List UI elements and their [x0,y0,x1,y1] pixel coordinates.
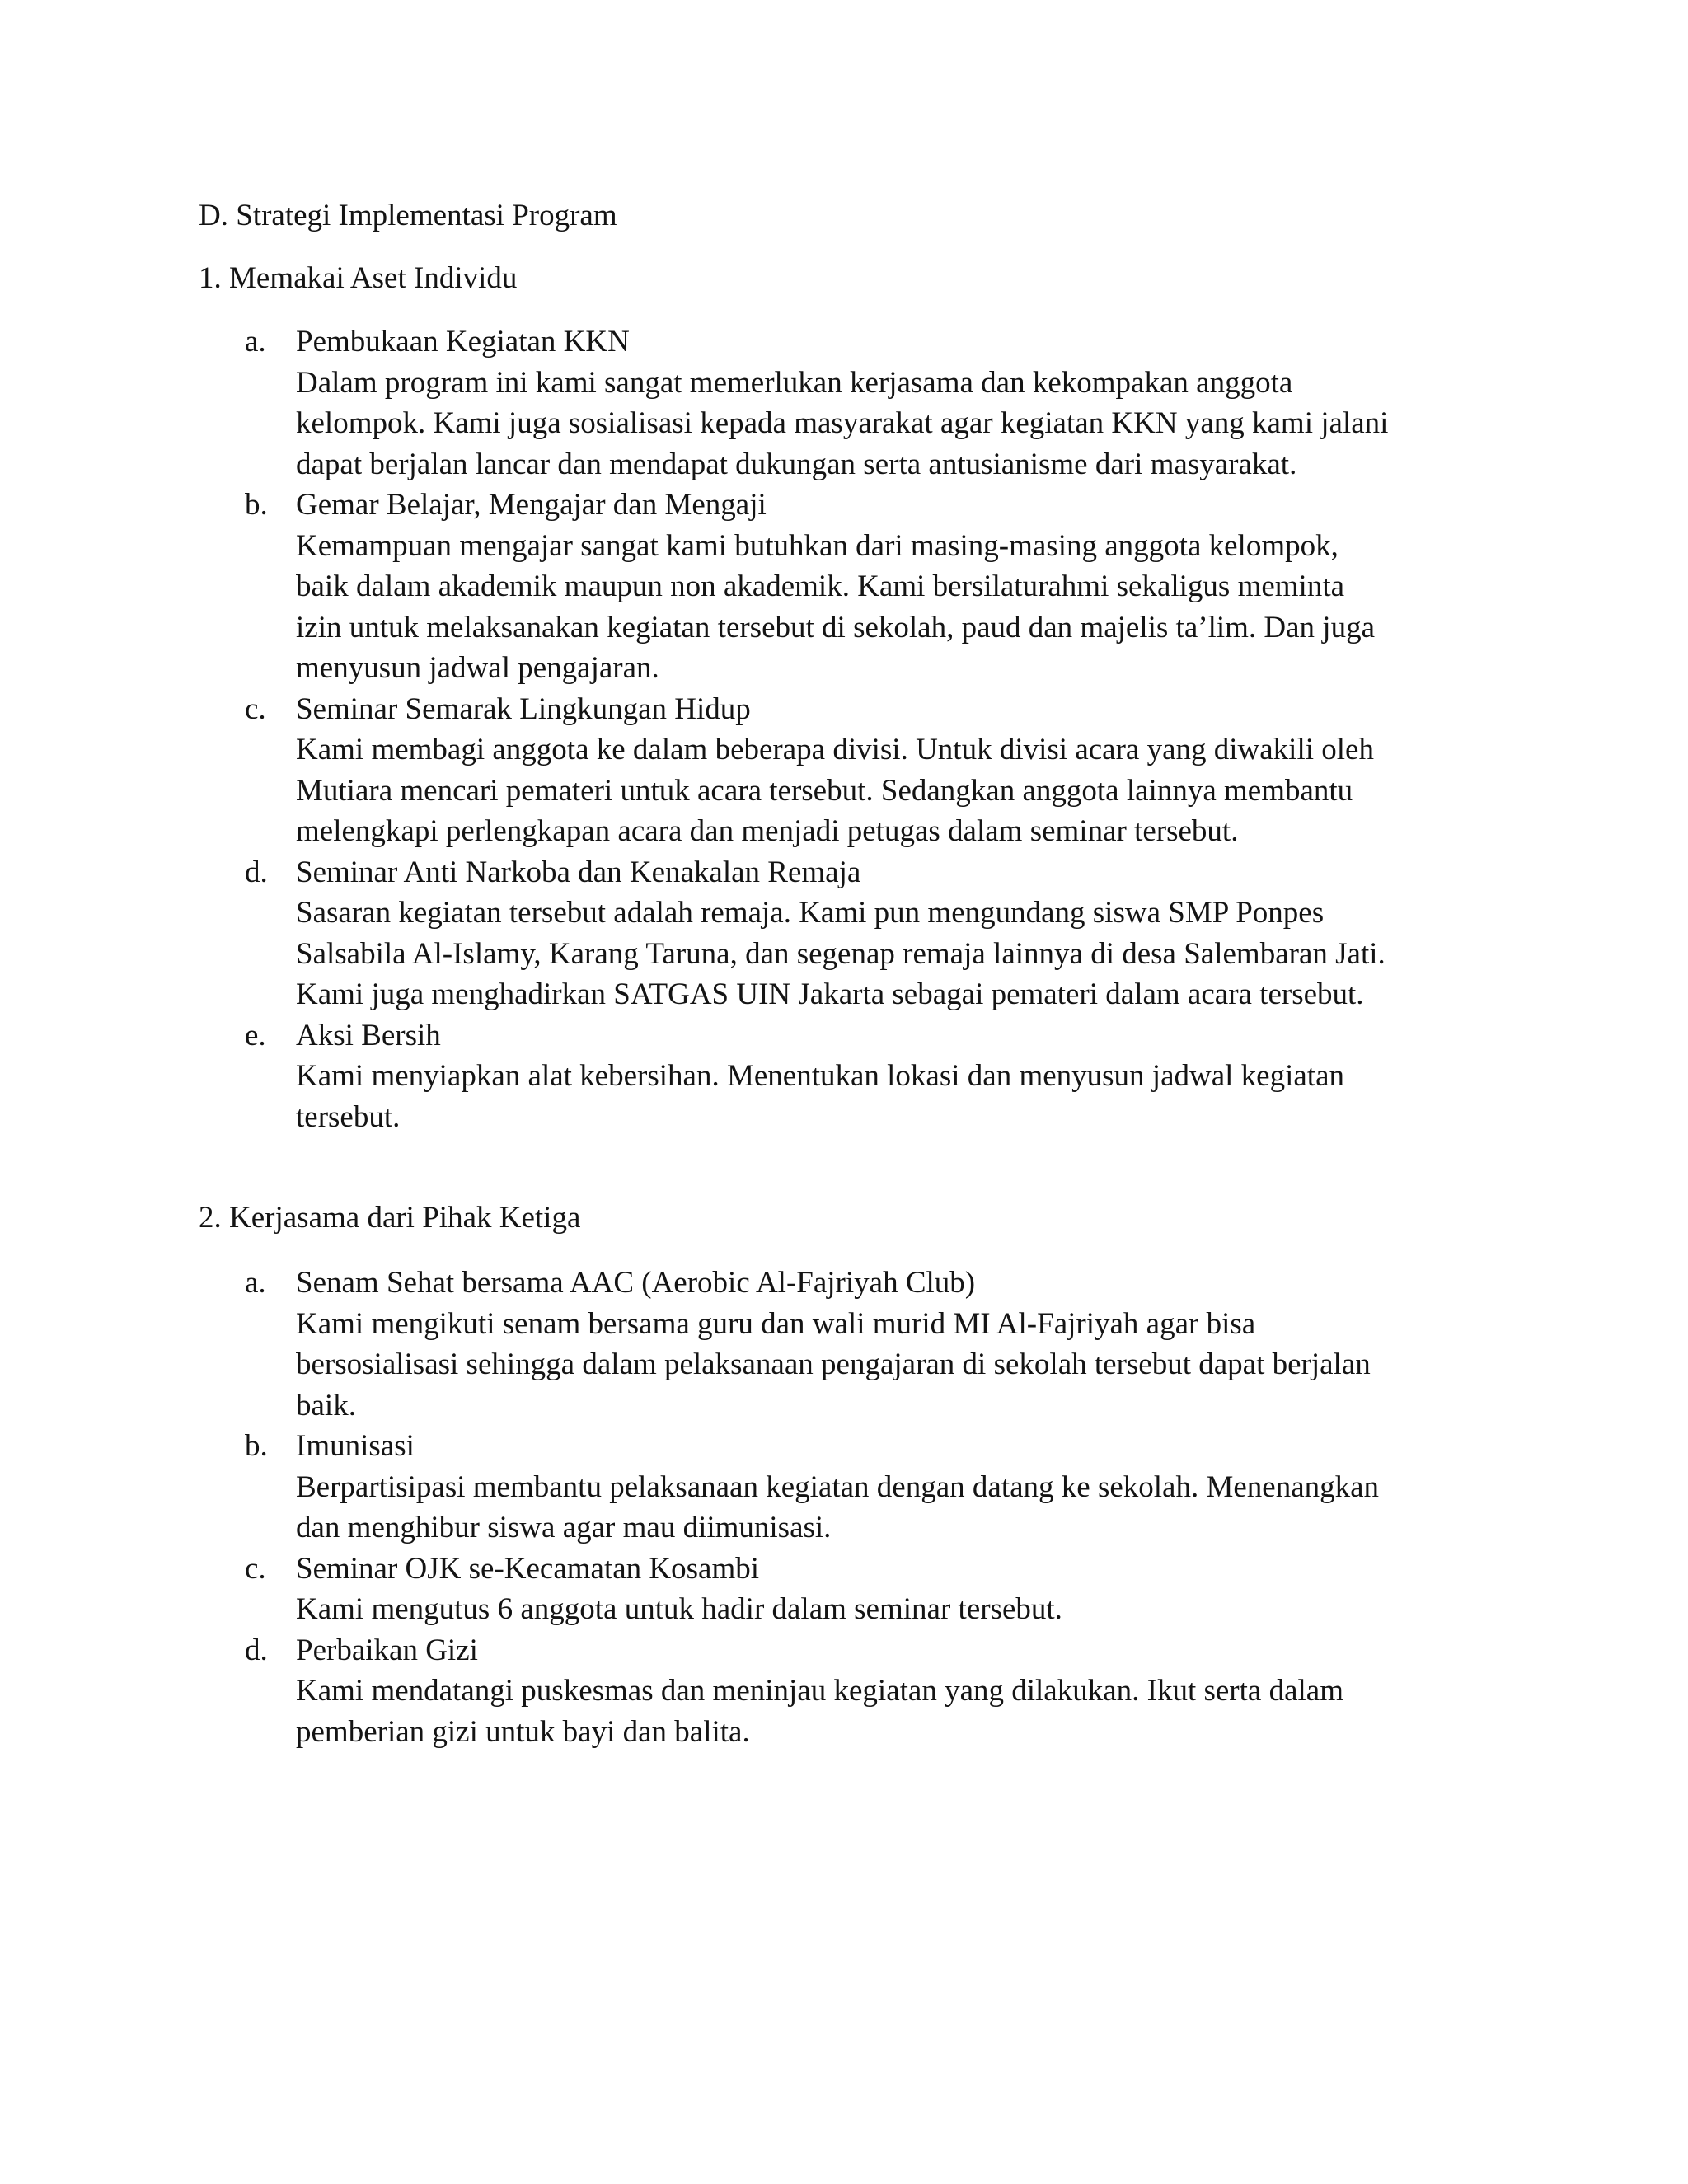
list-marker: b. [245,1429,268,1463]
list-item-content [296,1549,1517,1630]
item-text-line: melengkapi perlengkapan acara dan menjadi petugas dalam seminar tersebut. [296,814,1239,848]
list-item-content [296,1630,1517,1753]
list-item [199,1015,1517,1138]
item-text-line: Sasaran kegiatan tersebut adalah remaja. Kami pun mengundang siswa SMP Ponpes [296,896,1325,930]
list-marker: c. [245,691,266,726]
item-text-line: Kami menyiapkan alat kebersihan. Menentukan lokasi dan menyusun jadwal kegiatan [296,1059,1345,1093]
section-1-heading: 1. Memakai Aset Individu [199,261,518,295]
item-title: Seminar OJK se-Kecamatan Kosambi [296,1551,760,1586]
list-item [199,852,1517,1015]
item-text-line: Salsabila Al-Islamy, Karang Taruna, dan segenap remaja lainnya di desa Salembaran Jati. [296,936,1386,971]
item-title: Gemar Belajar, Mengajar dan Mengaji [296,488,767,522]
item-text-line: izin untuk melaksanakan kegiatan tersebut di sekolah, paud dan majelis ta’lim. Dan juga [296,610,1376,644]
item-text-line: dapat berjalan lancar dan mendapat dukungan serta antusianisme dari masyarakat. [296,447,1297,481]
item-text-line: baik dalam akademik maupun non akademik. Kami bersilaturahmi sekaligus meminta [296,569,1345,603]
section-2-list [199,1263,1517,1752]
item-title: Seminar Semarak Lingkungan Hidup [296,691,751,726]
list-item [199,1549,1517,1630]
list-item-content [296,1426,1517,1549]
item-title: Senam Sehat bersama AAC (Aerobic Al-Fajriyah Club) [296,1266,976,1300]
item-text-line: tersebut. [296,1099,401,1134]
item-text-line: Kami mengutus 6 anggota untuk hadir dalam seminar tersebut. [296,1592,1062,1626]
item-text-line: dan menghibur siswa agar mau diimunisasi. [296,1511,832,1544]
item-title: Perbaikan Gizi [296,1633,478,1667]
section-title: D. Strategi Implementasi Program [199,199,617,232]
list-marker: e. [245,1018,266,1052]
item-title: Pembukaan Kegiatan KKN [296,325,630,359]
item-text-line: menyusun jadwal pengajaran. [296,651,659,685]
list-marker: d. [245,1633,268,1667]
list-item-content [296,321,1517,485]
section-2-heading: 2. Kerjasama dari Pihak Ketiga [199,1201,581,1235]
item-title: Imunisasi [296,1429,415,1463]
list-marker: a. [245,325,266,359]
item-text-line: bersosialisasi sehingga dalam pelaksanaan pengajaran di sekolah tersebut dapat berjalan [296,1347,1371,1381]
list-marker: c. [245,1551,266,1586]
list-item-content [296,852,1517,1015]
list-item-content [296,1263,1517,1426]
item-text-line: Kemampuan mengajar sangat kami butuhkan dari masing-masing anggota kelompok, [296,528,1339,563]
item-text-line: Berpartisipasi membantu pelaksanaan kegiatan dengan datang ke sekolah. Menenangkan [296,1469,1380,1504]
item-text-line: baik. [296,1388,356,1422]
list-item [199,1630,1517,1753]
list-item [199,1426,1517,1549]
item-text-line: Kami membagi anggota ke dalam beberapa divisi. Untuk divisi acara yang diwakili oleh [296,733,1374,766]
list-marker: b. [245,488,268,522]
list-item [199,321,1517,485]
item-text-line: Mutiara mencari pemateri untuk acara tersebut. Sedangkan anggota lainnya membantu [296,773,1353,808]
list-marker: a. [245,1266,266,1300]
list-item [199,485,1517,689]
list-marker: d. [245,855,268,889]
list-item [199,689,1517,852]
item-text-line: kelompok. Kami juga sosialisasi kepada masyarakat agar kegiatan KKN yang kami jalani [296,406,1389,440]
item-text-line: Kami juga menghadirkan SATGAS UIN Jakarta sebagai pemateri dalam acara tersebut. [296,977,1364,1011]
list-item [199,1263,1517,1426]
item-text-line: Dalam program ini kami sangat memerlukan kerjasama dan kekompakan anggota [296,365,1293,400]
item-text-line: Kami mendatangi puskesmas dan meninjau kegiatan yang dilakukan. Ikut serta dalam [296,1674,1343,1708]
section-1-list [199,321,1517,1137]
list-item-content [296,485,1517,689]
item-text-line: Kami mengikuti senam bersama guru dan wali murid MI Al-Fajriyah agar bisa [296,1306,1256,1341]
item-title: Seminar Anti Narkoba dan Kenakalan Remaja [296,855,861,889]
list-item-content [296,1015,1517,1138]
item-text-line: pemberian gizi untuk bayi dan balita. [296,1714,750,1749]
item-title: Aksi Bersih [296,1018,441,1052]
list-item-content [296,689,1517,852]
